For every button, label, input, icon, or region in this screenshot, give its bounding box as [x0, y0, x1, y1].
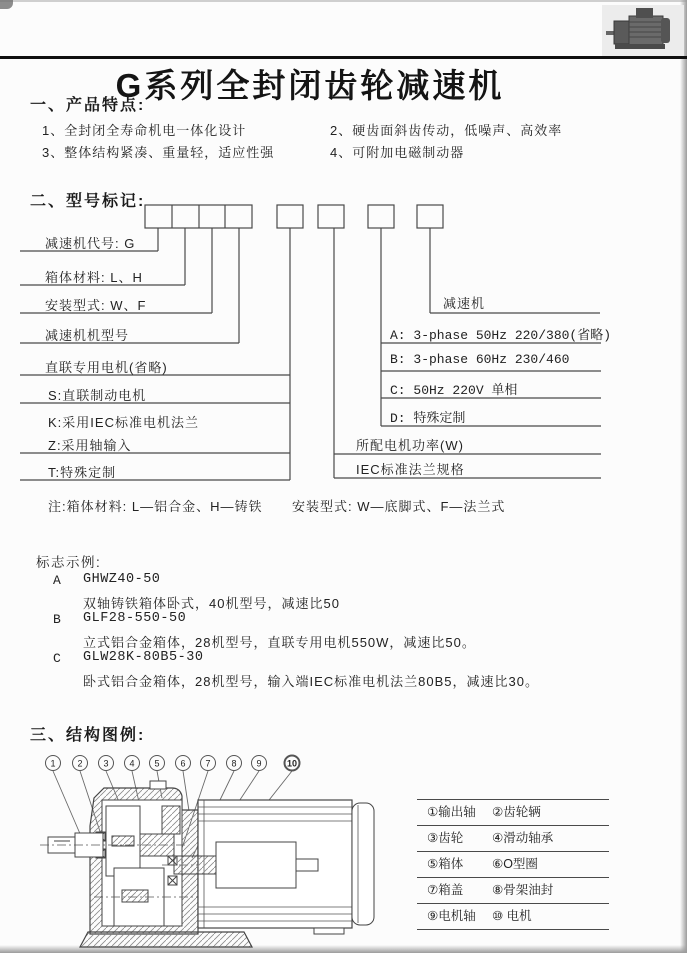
- example-desc-a: 双轴铸铁箱体卧式，40机型号，减速比50: [83, 596, 340, 611]
- feature-item-3: 3、整体结构紧凑、重量轻，适应性强: [42, 145, 275, 160]
- part-cell: ⑦箱盖: [427, 883, 464, 897]
- model-note-housing: 注:箱体材料: L—铝合金、H—铸铁: [48, 499, 263, 514]
- model-box-5: [277, 205, 303, 228]
- model-right-label-reducer: 减速机: [443, 296, 486, 311]
- model-left-label-motor: 直联专用电机(省略): [45, 360, 168, 375]
- example-letter-a: A: [53, 573, 61, 588]
- callout-number: 5: [154, 758, 160, 769]
- mounting-base: [80, 932, 252, 947]
- callout-number: 7: [205, 758, 211, 769]
- parts-row: [417, 877, 609, 903]
- parts-table-bottom-rule: [417, 929, 609, 930]
- part-cell: ④滑动轴承: [492, 831, 554, 845]
- model-left-label-size: 减速机机型号: [45, 328, 130, 343]
- model-left-label-housing: 箱体材料: L、H: [45, 270, 143, 285]
- examples-heading: 标志示例:: [36, 555, 102, 570]
- parts-row: [417, 903, 609, 929]
- example-letter-c: C: [53, 651, 61, 666]
- feature-item-2: 2、硬齿面斜齿传动，低噪声、高效率: [330, 123, 563, 138]
- motor-rotor: [216, 842, 296, 888]
- feature-item-4: 4、可附加电磁制动器: [330, 145, 465, 160]
- model-right-label-iec: IEC标准法兰规格: [356, 462, 465, 477]
- callout-number: 8: [231, 758, 237, 769]
- motor-shaft: [174, 856, 216, 874]
- example-code-b: GLF28-550-50: [83, 611, 187, 626]
- model-right-label-b: B: 3-phase 60Hz 230/460: [390, 352, 570, 367]
- part-cell: ③齿轮: [427, 831, 464, 845]
- model-left-label-t: T:特殊定制: [48, 465, 117, 480]
- gearmotor-photo: [602, 5, 684, 57]
- part-cell: ⑨电机轴: [427, 909, 476, 923]
- callout-number: 10: [286, 758, 298, 769]
- section-heading-structure: 三、结构图例:: [30, 727, 146, 744]
- part-cell: ⑥O型圈: [492, 857, 538, 871]
- callout-number: 6: [180, 758, 186, 769]
- model-code-diagram: [0, 200, 687, 500]
- parts-row: [417, 799, 609, 825]
- scan-corner-artifact: [0, 0, 13, 9]
- example-code-c: GLW28K-80B5-30: [83, 650, 204, 665]
- model-left-label-code: 减速机代号: G: [45, 236, 136, 251]
- feature-item-1: 1、全封闭全寿命机电一体化设计: [42, 123, 247, 138]
- model-box-8: [417, 205, 443, 228]
- callout-number: 2: [77, 758, 83, 769]
- model-box-6: [318, 205, 344, 228]
- model-left-label-s: S:直联制动电机: [48, 388, 147, 403]
- example-code-a: GHWZ40-50: [83, 572, 161, 587]
- part-cell: ⑧骨架油封: [492, 883, 554, 897]
- part-cell: ⑤箱体: [427, 857, 464, 871]
- model-left-label-k: K:采用IEC标准电机法兰: [48, 415, 199, 430]
- example-desc-b: 立式铝合金箱体，28机型号，直联专用电机550W，减速比50。: [83, 635, 476, 650]
- model-right-label-d: D: 特殊定制: [390, 411, 466, 426]
- parts-row: [417, 851, 609, 877]
- example-desc-c: 卧式铝合金箱体，28机型号，输入端IEC标准电机法兰80B5，减速比30。: [83, 674, 539, 689]
- callout-number: 1: [50, 758, 56, 769]
- callout-number: 9: [256, 758, 262, 769]
- model-right-label-power: 所配电机功率(W): [356, 438, 464, 453]
- part-cell: ②齿轮辆: [492, 805, 541, 819]
- part-cell: ⑩ 电机: [492, 909, 532, 923]
- part-cell: ①输出轴: [427, 805, 476, 819]
- section-heading-features: 一、产品特点:: [30, 97, 146, 114]
- example-letter-b: B: [53, 612, 61, 627]
- structure-cross-section-drawing: [22, 748, 422, 953]
- parts-row: [417, 825, 609, 851]
- page-title: G系列全封闭齿轮减速机: [115, 67, 505, 104]
- parts-legend-table: [417, 790, 609, 930]
- motor-foot: [314, 928, 344, 934]
- motor-end-cap: [352, 803, 374, 925]
- section-heading-model: 二、型号标记:: [30, 193, 146, 210]
- model-left-label-mount: 安装型式: W、F: [45, 298, 147, 313]
- filler-cap: [150, 781, 166, 789]
- model-right-label-c: C: 50Hz 220V 单相: [390, 383, 518, 398]
- callout-number: 3: [103, 758, 109, 769]
- model-right-label-a: A: 3-phase 50Hz 220/380(省略): [390, 328, 612, 343]
- header-rule: [0, 56, 687, 59]
- model-box-7: [368, 205, 394, 228]
- callout-number: 4: [129, 758, 135, 769]
- model-left-label-z: Z:采用轴输入: [48, 438, 132, 453]
- model-note-mount: 安装型式: W—底脚式、F—法兰式: [292, 499, 506, 514]
- scan-edge-top: [0, 0, 687, 2]
